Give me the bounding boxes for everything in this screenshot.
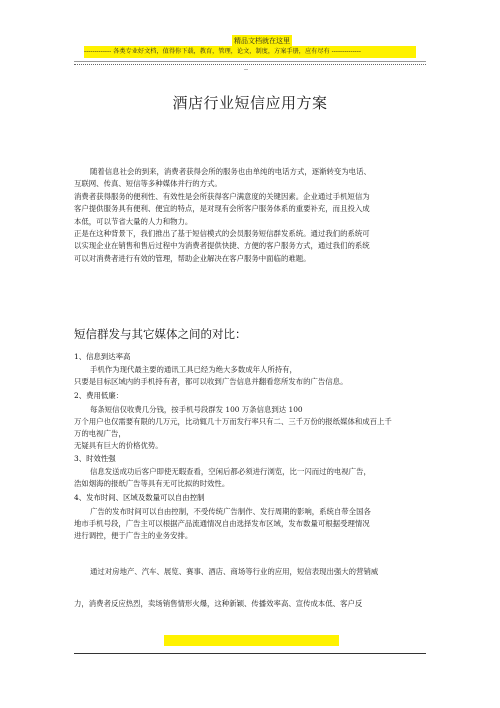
intro-line: 以实现企业在销售和售后过程中为消费者提供快捷、方便的客户服务方式，通过我们的系统 [74, 241, 370, 251]
intro-line: 消费者获得服务的便利性、有效性是会所获得客户满意度的关键因素。企业通过手机短信为 [74, 191, 370, 201]
item-line: 手机作为现代最主要的通讯工具已经为绝大多数成年人所持有， [90, 365, 297, 374]
item-body [74, 404, 426, 452]
intro-line: 正是在这种背景下，我们推出了基于短信模式的会员服务短信群发系统。通过我们的系统可 [74, 229, 370, 239]
intro-line: 随着信息社会的到来，消费者获得会所的服务也由单纯的电话方式，逐渐转变为电话、 [90, 167, 371, 176]
closing-line: 力，消费者反应热烈，卖场销售情形火爆，这种新颖、传播效率高、宣传成本低、客户反 [74, 599, 363, 608]
item-body [74, 364, 426, 388]
item-body [74, 466, 426, 490]
item-line: 万个用户也仅需要有限的几万元，比动辄几十万而发行率只有二、三千万份的报纸媒体和成百上千 [74, 417, 392, 426]
footer-rule [74, 653, 426, 654]
closing-paragraph [74, 566, 426, 578]
intro-line: 互联网、传真、短信等多种媒体并行的方式。 [74, 179, 222, 189]
document-title: 酒店行业短信应用方案 [172, 94, 328, 112]
closing-line: 通过对房地产、汽车、展览、赛事、酒店、商场等行业的应用，短信表现出强大的营销威 [90, 567, 379, 576]
header-dots-mark: -- [244, 66, 249, 73]
header-rule [74, 61, 426, 62]
section-heading: 短信群发与其它媒体之间的对比： [74, 327, 247, 341]
footer-highlight-bar [164, 635, 339, 646]
item-line: 万的电视广告， [74, 429, 126, 438]
item-body [74, 506, 426, 542]
item-line: 浩如烟海的报纸广告等具有无可比拟的时效性。 [74, 479, 230, 488]
item-line: 地市手机号段，广告主可以根据产品流通情况自由选择发布区域，发布数量可根据受理情况 [74, 519, 370, 528]
item-line: 只要是目标区域内的手机持有者，都可以收到广告信息并翻看您所发布的广告信息。 [74, 377, 348, 386]
header-dotted-rule [74, 64, 426, 65]
item-heading: 3、时效性强 [74, 454, 116, 463]
item-line: 每条短信仅收费几分钱，按手机号段群发 100 万条信息到达 100 [90, 405, 303, 414]
closing-paragraph-continued [74, 598, 426, 610]
item-line: 信息发送成功后客户即使无暇查看，空闲后都必须进行浏览，比一闪而过的电视广告， [90, 467, 371, 476]
banner-title: 精品文档就在这里 [234, 37, 290, 45]
item-heading: 2、费用低廉： [74, 391, 124, 400]
item-heading: 4、发布时间、区域及数量可以自由控制 [74, 493, 205, 502]
intro-line: 客户提供服务具有便利、便宜的特点，是对现有会所客户服务体系的重要补充，而且投入成 [74, 204, 370, 214]
intro-paragraph [74, 166, 426, 265]
intro-line: 可以对消费者进行有效的管理，帮助企业解决在客户服务中面临的难题。 [74, 253, 311, 263]
item-line: 广告的发布时间可以自由控制，不受传统广告制作、发行周期的影响，系统自带全国各 [90, 507, 371, 516]
banner-subtitle: ------------- 各类专业好文档，值得你下载，教育，管理，论文，制度，方案手册，应有尽有 -------------- [84, 46, 416, 58]
intro-line: 本低，可以节省大量的人力和物力。 [74, 216, 193, 226]
item-line: 进行调控，便于广告主的业务安排。 [74, 531, 193, 540]
item-heading: 1、信息到达率高 [74, 352, 131, 361]
item-line: 无疑具有巨大的价格优势。 [74, 441, 163, 450]
